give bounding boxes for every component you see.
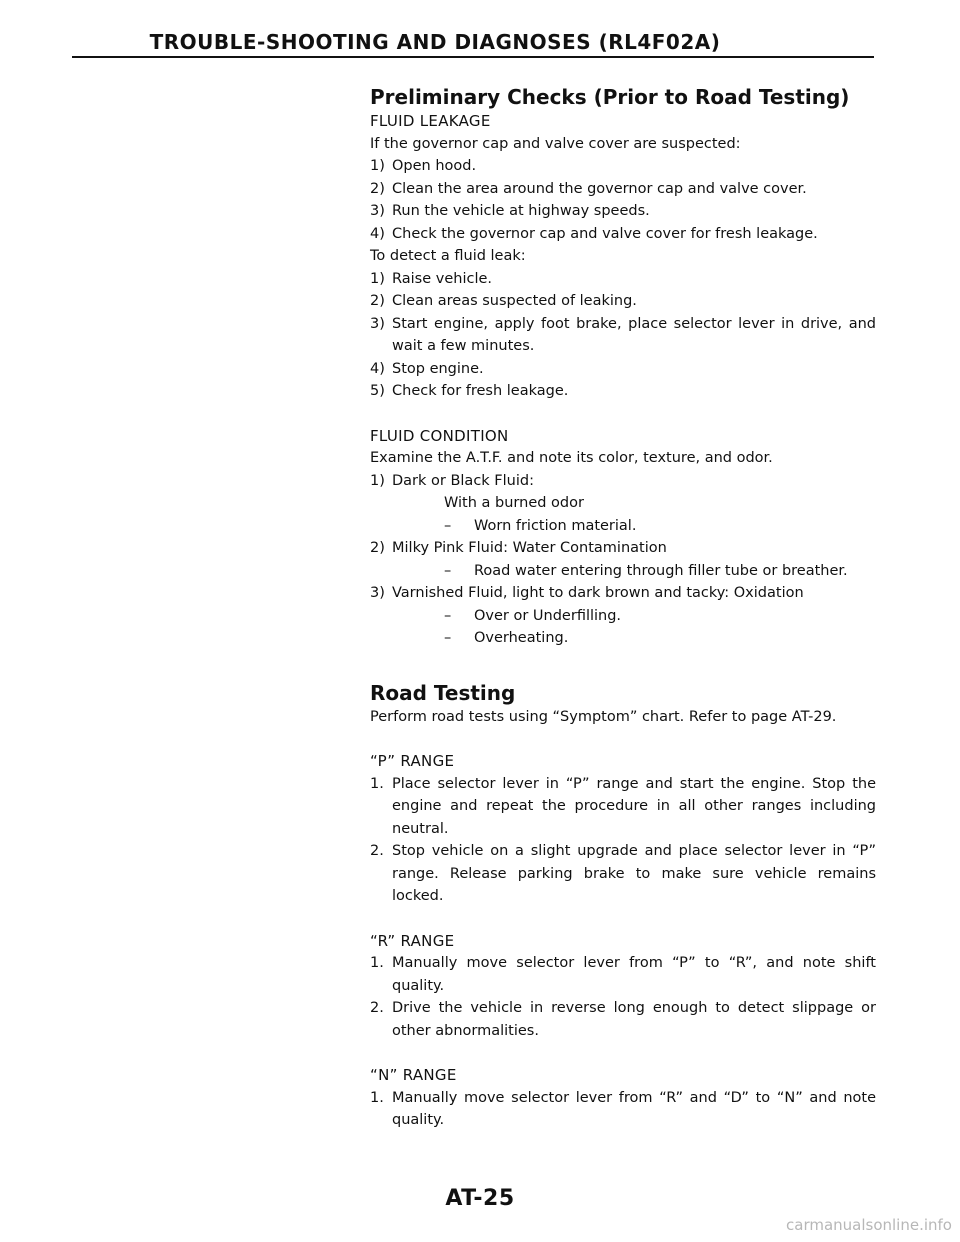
list-item: 4) Stop engine. (370, 360, 484, 377)
list-item: 2) Milky Pink Fluid: Water Contamination (370, 540, 667, 556)
dash-item: – Over or Underfilling. (444, 607, 622, 624)
list-item: 1. Manually move selector lever from “R” and “D” to “N” and note quality. (370, 1089, 876, 1128)
list-item: 1. Place selector lever in “P” range and start the engine. Stop the engine and repeat the procedure in all other ranges including neutral. (370, 775, 876, 837)
list-item: 3) Start engine, apply foot brake, place selector lever in drive, and wait a few minutes. (370, 315, 876, 354)
page-header-title: TROUBLE-SHOOTING AND DIAGNOSES (RL4F02A) (149, 30, 721, 54)
list-item: 4) Check the governor cap and valve cover for fresh leakage. (370, 225, 818, 242)
list-item: 2. Drive the vehicle in reverse long enough to detect slippage or other abnormalities. (370, 1000, 876, 1039)
watermark-text: carmanualsonline.info (786, 1216, 952, 1234)
page-content (370, 84, 876, 1132)
list-item: 2. Stop vehicle on a slight upgrade and place selector lever in “P” range. Release parking brake to make sure vehicle remains locked. (370, 843, 876, 904)
list-item: 1) Raise vehicle. (370, 270, 493, 287)
list-item: 1. Manually move selector lever from “P” to “R”, and note shift quality. (370, 955, 876, 994)
dash-item: – Worn friction material. (444, 517, 637, 534)
paragraph: To detect a fluid leak: (370, 248, 526, 264)
subheading-fluid-leakage: FLUID LEAKAGE (370, 112, 491, 130)
dash-item: – Road water entering through filler tube or breather. (444, 562, 848, 579)
page-number: AT-25 (445, 1186, 515, 1211)
subheading-r-range: “R” RANGE (370, 931, 455, 950)
paragraph: Examine the A.T.F. and note its color, texture, and odor. (370, 450, 773, 466)
list-item: 2) Clean areas suspected of leaking. (370, 293, 637, 309)
list-item: 5) Check for fresh leakage. (370, 383, 569, 399)
section-heading-road-testing: Road Testing (370, 680, 516, 705)
list-item: 3) Varnished Fluid, light to dark brown and tacky: Oxidation (370, 585, 804, 601)
subheading-p-range: “P” RANGE (370, 752, 455, 770)
paragraph: Perform road tests using “Symptom” chart. Refer to page AT-29. (370, 708, 837, 725)
list-item: 1) Dark or Black Fluid: (370, 472, 534, 489)
dash-item: – Overheating. (444, 630, 569, 646)
list-item: 1) Open hood. (370, 158, 477, 174)
list-subitem: With a burned odor (444, 495, 584, 511)
subheading-fluid-condition: FLUID CONDITION (370, 426, 509, 445)
list-item: 3) Run the vehicle at highway speeds. (370, 203, 650, 219)
list-item: 2) Clean the area around the governor cap and valve cover. (370, 180, 807, 197)
paragraph: If the governor cap and valve cover are suspected: (370, 135, 741, 152)
section-heading-preliminary: Preliminary Checks (Prior to Road Testing) (370, 85, 850, 109)
header-divider (72, 56, 874, 58)
subheading-n-range: “N” RANGE (370, 1066, 457, 1084)
